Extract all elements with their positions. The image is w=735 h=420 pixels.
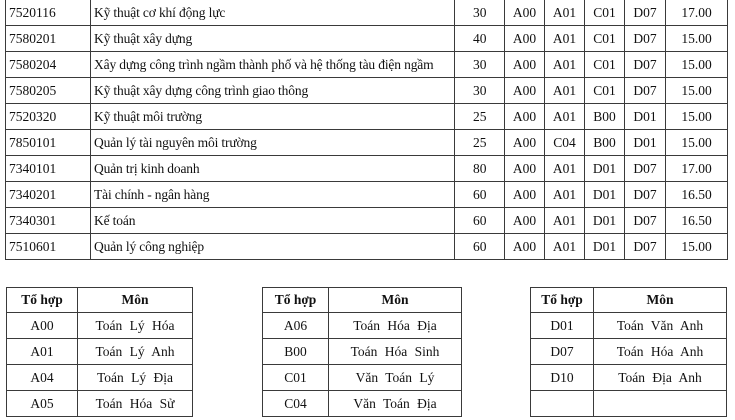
major-name: Kỹ thuật xây dựng công trình giao thông bbox=[91, 78, 455, 104]
major-combo-1: A00 bbox=[505, 208, 545, 234]
combo-code: A01 bbox=[7, 339, 78, 365]
major-combo-1: A00 bbox=[505, 182, 545, 208]
major-combo-4: D07 bbox=[625, 78, 666, 104]
major-quota: 60 bbox=[455, 208, 505, 234]
major-combo-4: D07 bbox=[625, 26, 666, 52]
combo-header-code: Tổ hợp bbox=[7, 288, 78, 313]
major-combo-1: A00 bbox=[505, 0, 545, 26]
major-name: Tài chính - ngân hàng bbox=[91, 182, 455, 208]
combo-subjects: Toán Lý Hóa bbox=[78, 313, 193, 339]
combo-row bbox=[263, 339, 462, 365]
combo-subjects: Toán Hóa Địa bbox=[329, 313, 462, 339]
major-combo-1: A00 bbox=[505, 104, 545, 130]
major-score: 17.00 bbox=[666, 156, 728, 182]
major-score: 15.00 bbox=[666, 104, 728, 130]
combo-header-code: Tổ hợp bbox=[263, 288, 329, 313]
major-combo-3: C01 bbox=[585, 78, 625, 104]
combo-code: B00 bbox=[263, 339, 329, 365]
major-name: Quản lý công nghiệp bbox=[91, 234, 455, 260]
major-code: 7510601 bbox=[6, 234, 91, 260]
major-combo-3: B00 bbox=[585, 130, 625, 156]
combo-row bbox=[531, 339, 727, 365]
major-score: 16.50 bbox=[666, 182, 728, 208]
combo-code: C01 bbox=[263, 365, 329, 391]
major-combo-1: A00 bbox=[505, 52, 545, 78]
major-score: 15.00 bbox=[666, 52, 728, 78]
combo-row bbox=[263, 313, 462, 339]
major-code: 7580201 bbox=[6, 26, 91, 52]
major-name: Kỹ thuật cơ khí động lực bbox=[91, 0, 455, 26]
major-combo-4: D07 bbox=[625, 0, 666, 26]
major-code: 7340201 bbox=[6, 182, 91, 208]
major-row bbox=[6, 182, 728, 208]
major-combo-3: D01 bbox=[585, 182, 625, 208]
major-combo-4: D07 bbox=[625, 156, 666, 182]
combo-header-code: Tổ hợp bbox=[531, 288, 594, 313]
major-quota: 30 bbox=[455, 52, 505, 78]
combo-row bbox=[531, 365, 727, 391]
major-code: 7580204 bbox=[6, 52, 91, 78]
major-combo-2: A01 bbox=[545, 182, 585, 208]
major-code: 7580205 bbox=[6, 78, 91, 104]
combo-subjects: Toán Địa Anh bbox=[594, 365, 727, 391]
major-combo-3: B00 bbox=[585, 104, 625, 130]
combo-table-3 bbox=[530, 287, 727, 417]
major-quota: 25 bbox=[455, 104, 505, 130]
combo-header-row bbox=[263, 288, 462, 313]
combo-header-subjects: Môn bbox=[78, 288, 193, 313]
major-combo-2: A01 bbox=[545, 78, 585, 104]
major-row bbox=[6, 208, 728, 234]
major-combo-2: A01 bbox=[545, 104, 585, 130]
major-score: 15.00 bbox=[666, 234, 728, 260]
major-score: 15.00 bbox=[666, 26, 728, 52]
major-name: Kỹ thuật môi trường bbox=[91, 104, 455, 130]
combo-code bbox=[531, 391, 594, 417]
major-name: Quản lý tài nguyên môi trường bbox=[91, 130, 455, 156]
major-combo-1: A00 bbox=[505, 26, 545, 52]
combo-code: A06 bbox=[263, 313, 329, 339]
combo-row bbox=[7, 391, 193, 417]
combo-subjects bbox=[594, 391, 727, 417]
major-quota: 80 bbox=[455, 156, 505, 182]
combo-row bbox=[7, 339, 193, 365]
major-combo-4: D07 bbox=[625, 208, 666, 234]
major-row bbox=[6, 156, 728, 182]
major-quota: 30 bbox=[455, 0, 505, 26]
combo-subjects: Toán Hóa Sinh bbox=[329, 339, 462, 365]
major-combo-3: D01 bbox=[585, 208, 625, 234]
major-combo-1: A00 bbox=[505, 156, 545, 182]
major-code: 7520320 bbox=[6, 104, 91, 130]
major-combo-3: C01 bbox=[585, 0, 625, 26]
major-code: 7850101 bbox=[6, 130, 91, 156]
major-code: 7340301 bbox=[6, 208, 91, 234]
major-combo-2: A01 bbox=[545, 234, 585, 260]
major-score: 15.00 bbox=[666, 130, 728, 156]
major-combo-3: C01 bbox=[585, 26, 625, 52]
combo-subjects: Toán Hóa Sử bbox=[78, 391, 193, 417]
combo-header-row bbox=[7, 288, 193, 313]
major-combo-3: C01 bbox=[585, 52, 625, 78]
major-name: Xây dựng công trình ngầm thành phố và hệ thống tàu điện ngầm bbox=[91, 52, 455, 78]
combo-row bbox=[7, 313, 193, 339]
major-combo-2: A01 bbox=[545, 26, 585, 52]
combo-header-row bbox=[531, 288, 727, 313]
major-combo-4: D07 bbox=[625, 182, 666, 208]
major-row bbox=[6, 130, 728, 156]
major-combo-2: A01 bbox=[545, 156, 585, 182]
major-row bbox=[6, 78, 728, 104]
combo-code: D10 bbox=[531, 365, 594, 391]
major-combo-3: D01 bbox=[585, 156, 625, 182]
combo-subjects: Toán Lý Anh bbox=[78, 339, 193, 365]
major-combo-1: A00 bbox=[505, 234, 545, 260]
major-combo-4: D07 bbox=[625, 234, 666, 260]
combo-code: D07 bbox=[531, 339, 594, 365]
major-code: 7520116 bbox=[6, 0, 91, 26]
combo-code: A04 bbox=[7, 365, 78, 391]
combo-header-subjects: Môn bbox=[594, 288, 727, 313]
major-code: 7340101 bbox=[6, 156, 91, 182]
major-quota: 60 bbox=[455, 182, 505, 208]
major-score: 16.50 bbox=[666, 208, 728, 234]
major-name: Kỹ thuật xây dựng bbox=[91, 26, 455, 52]
major-combo-2: A01 bbox=[545, 208, 585, 234]
major-combo-2: A01 bbox=[545, 0, 585, 26]
major-combo-2: A01 bbox=[545, 52, 585, 78]
major-quota: 25 bbox=[455, 130, 505, 156]
combo-row bbox=[531, 391, 727, 417]
combo-subjects: Toán Hóa Anh bbox=[594, 339, 727, 365]
combo-code: D01 bbox=[531, 313, 594, 339]
combo-code: C04 bbox=[263, 391, 329, 417]
major-name: Quản trị kinh doanh bbox=[91, 156, 455, 182]
combo-row bbox=[7, 365, 193, 391]
major-row bbox=[6, 234, 728, 260]
major-quota: 60 bbox=[455, 234, 505, 260]
combo-code: A05 bbox=[7, 391, 78, 417]
major-combo-4: D01 bbox=[625, 104, 666, 130]
major-quota: 40 bbox=[455, 26, 505, 52]
major-row bbox=[6, 52, 728, 78]
major-quota: 30 bbox=[455, 78, 505, 104]
combo-subjects: Văn Toán Lý bbox=[329, 365, 462, 391]
majors-table bbox=[5, 0, 728, 260]
major-score: 17.00 bbox=[666, 0, 728, 26]
combo-subjects: Toán Văn Anh bbox=[594, 313, 727, 339]
major-combo-4: D07 bbox=[625, 52, 666, 78]
major-combo-1: A00 bbox=[505, 78, 545, 104]
major-row bbox=[6, 0, 728, 26]
combo-code: A00 bbox=[7, 313, 78, 339]
combo-table-2 bbox=[262, 287, 462, 417]
major-combo-1: A00 bbox=[505, 130, 545, 156]
combo-header-subjects: Môn bbox=[329, 288, 462, 313]
combo-row bbox=[263, 365, 462, 391]
major-score: 15.00 bbox=[666, 78, 728, 104]
combo-subjects: Toán Lý Địa bbox=[78, 365, 193, 391]
combo-row bbox=[531, 313, 727, 339]
major-combo-3: D01 bbox=[585, 234, 625, 260]
major-row bbox=[6, 104, 728, 130]
combo-table-1 bbox=[6, 287, 193, 417]
major-combo-2: C04 bbox=[545, 130, 585, 156]
major-name: Kế toán bbox=[91, 208, 455, 234]
combo-row bbox=[263, 391, 462, 417]
combo-subjects: Văn Toán Địa bbox=[329, 391, 462, 417]
major-combo-4: D01 bbox=[625, 130, 666, 156]
major-row bbox=[6, 26, 728, 52]
